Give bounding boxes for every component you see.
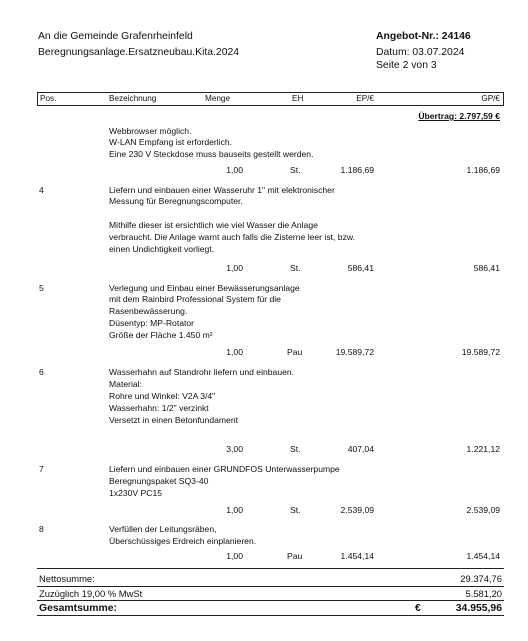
table-header-bottom-rule bbox=[37, 105, 504, 106]
position-description-line: Größe der Fläche 1.450 m² bbox=[109, 330, 213, 340]
position-description-line: 1x230V PC15 bbox=[109, 488, 163, 498]
net-total-rule bbox=[37, 586, 504, 587]
continuation-unit: St. bbox=[290, 165, 301, 175]
offer-number: Angebot-Nr.: 24146 bbox=[376, 31, 471, 42]
position-unit-price: 2.539,09 bbox=[340, 505, 374, 515]
position-unit-price: 19.589,72 bbox=[335, 347, 374, 357]
continuation-unit-price: 1.186,69 bbox=[340, 165, 374, 175]
position-description-line: Mithilfe dieser ist ersichtlich wie viel Wasser die Anlage bbox=[109, 220, 318, 230]
position-quantity: 1,00 bbox=[226, 263, 243, 273]
position-description-line: Liefern und einbauen einer Wasseruhr 1" mit elektronischer bbox=[109, 185, 335, 195]
col-header-unit: EH bbox=[292, 94, 304, 103]
table-header-left-rule bbox=[37, 92, 38, 106]
totals-top-rule bbox=[37, 568, 504, 569]
position-quantity: 1,00 bbox=[226, 347, 243, 357]
position-description-line: Material: bbox=[109, 379, 142, 389]
position-number: 6 bbox=[39, 367, 44, 377]
position-unit: St. bbox=[290, 505, 301, 515]
position-unit: Pau bbox=[287, 347, 303, 357]
recipient-address: An die Gemeinde Grafenrheinfeld bbox=[38, 31, 193, 42]
position-unit: St. bbox=[290, 263, 301, 273]
continuation-quantity: 1,00 bbox=[226, 165, 243, 175]
position-description-line: einen Undichtigkeit vorliegt. bbox=[109, 244, 215, 254]
position-number: 5 bbox=[39, 283, 44, 293]
vat-label: Zuzüglich 19,00 % MwSt bbox=[39, 588, 143, 599]
position-unit: Pau bbox=[287, 551, 303, 561]
position-description-line: Überschüssiges Erdreich einplanieren. bbox=[109, 536, 257, 546]
gross-total-currency: € bbox=[415, 603, 421, 614]
position-description-line: Beregnungspaket SQ3-40 bbox=[109, 476, 209, 486]
position-number: 4 bbox=[39, 185, 44, 195]
position-description-line: Düsentyp: MP-Rotator bbox=[109, 318, 195, 328]
col-header-pos: Pos. bbox=[40, 94, 57, 103]
table-header-right-rule bbox=[503, 92, 504, 106]
page-number: Seite 2 von 3 bbox=[376, 60, 437, 71]
gross-total-value: 34.955,96 bbox=[455, 603, 502, 614]
table-header-top-rule bbox=[37, 92, 504, 93]
position-unit: St. bbox=[290, 444, 301, 454]
position-description-line: Verlegung und Einbau einer Bewässerungsanlage bbox=[109, 283, 300, 293]
continuation-total: 1.186,69 bbox=[466, 165, 500, 175]
position-number: 8 bbox=[39, 524, 44, 534]
continuation-line: Eine 230 V Steckdose muss bauseits gestellt werden. bbox=[109, 149, 314, 159]
position-description-line: Wasserhahn: 1/2" verzinkt bbox=[109, 403, 209, 413]
gross-total-label: Gesamtsumme: bbox=[39, 603, 117, 614]
position-total: 586,41 bbox=[473, 263, 500, 273]
col-header-total: GP/€ bbox=[481, 94, 500, 103]
net-total-label: Nettosumme: bbox=[39, 573, 95, 584]
position-unit-price: 1.454,14 bbox=[340, 551, 374, 561]
position-description-line: Wasserhahn auf Standrohr liefern und einbauen. bbox=[109, 367, 295, 377]
position-unit-price: 407,04 bbox=[347, 444, 374, 454]
position-description-line: Versetzt in einen Betonfundament bbox=[109, 415, 238, 425]
position-description-line: verbraucht. Die Anlage warnt auch falls die Zisterne leer ist, bzw. bbox=[109, 232, 355, 242]
position-description-line: Messung für Beregnungscomputer. bbox=[109, 196, 243, 206]
col-header-description: Bezeichnung bbox=[109, 94, 157, 103]
position-description-line: Rohre und Winkel: V2A 3/4" bbox=[109, 391, 216, 401]
project-title: Beregnungsanlage.Ersatzneubau.Kita.2024 bbox=[38, 47, 240, 58]
position-description-line: Rasenbewässerung. bbox=[109, 306, 188, 316]
vat-rule bbox=[37, 600, 504, 601]
continuation-line: W-LAN Empfang ist erforderlich. bbox=[109, 137, 233, 147]
continuation-line: Webbrowser möglich. bbox=[109, 126, 192, 136]
position-total: 1.221,12 bbox=[466, 444, 500, 454]
position-total: 19.589,72 bbox=[461, 347, 500, 357]
position-description-line: Verfüllen der Leitungsräben, bbox=[109, 524, 217, 534]
position-number: 7 bbox=[39, 464, 44, 474]
position-quantity: 1,00 bbox=[226, 505, 243, 515]
position-quantity: 1,00 bbox=[226, 551, 243, 561]
position-total: 2.539,09 bbox=[466, 505, 500, 515]
col-header-unit-price: EP/€ bbox=[356, 94, 374, 103]
position-unit-price: 586,41 bbox=[347, 263, 374, 273]
gross-total-rule bbox=[37, 615, 504, 616]
offer-date: Datum: 03.07.2024 bbox=[376, 47, 465, 58]
position-description-line: mit dem Rainbird Professional System für die bbox=[109, 294, 281, 304]
carryover-amount: Übertrag: 2.797,59 € bbox=[418, 111, 500, 121]
position-quantity: 3,00 bbox=[226, 444, 243, 454]
position-total: 1.454,14 bbox=[466, 551, 500, 561]
col-header-quantity: Menge bbox=[205, 94, 231, 103]
position-description-line: Liefern und einbauen einer GRUNDFOS Unterwasserpumpe bbox=[109, 464, 340, 474]
net-total-value: 29.374,76 bbox=[460, 573, 502, 584]
vat-value: 5.581,20 bbox=[465, 588, 502, 599]
